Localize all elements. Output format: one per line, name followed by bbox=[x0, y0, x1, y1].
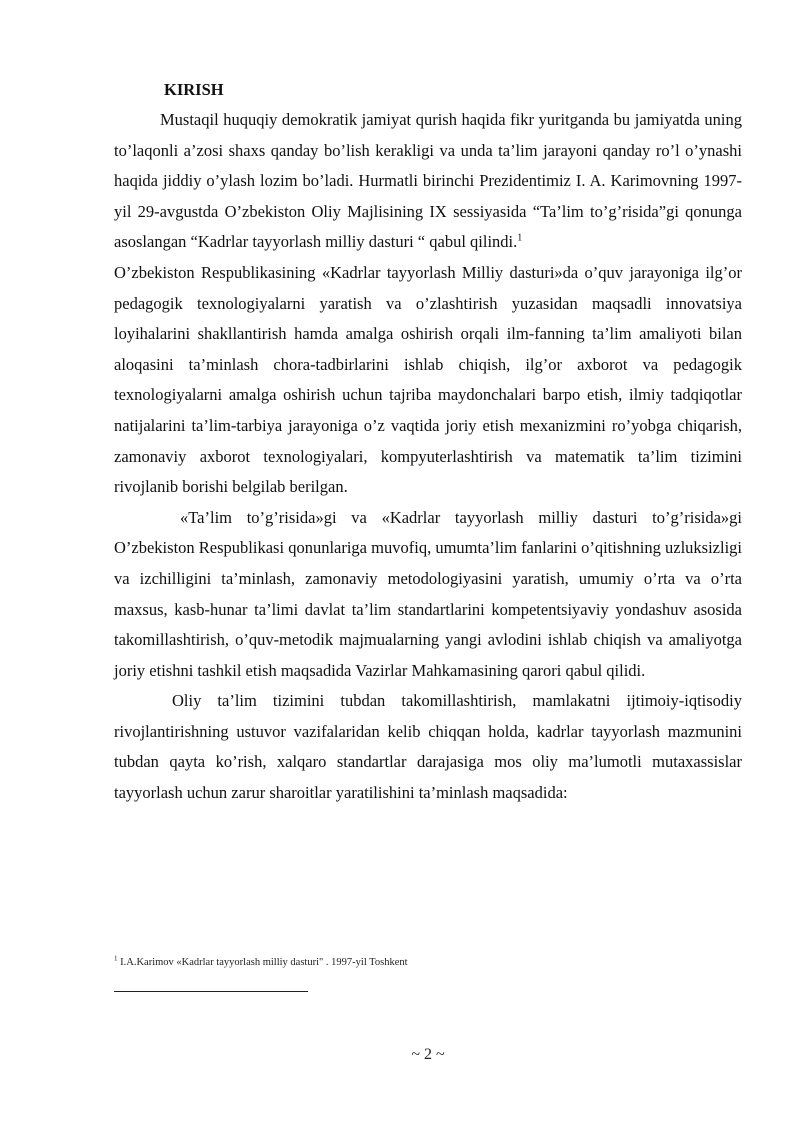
paragraph-1-text: Mustaqil huquqiy demokratik jamiyat qurish haqida fikr yuritganda bu jamiyatda uning to’laqonli a’zosi shaxs qanday bo’lish kerakligi va unda ta’lim jarayoni qanday ro’l o’ynashi haqida jiddiy o’ylash lozim bo’ladi. Hurmatli birinchi Prezidentimiz I. A. Karimovning 1997- yil 29-avgustda O’zbekiston Oliy Majlisining IX sessiyasida “Ta’lim to’g’risida”gi qonunga asoslangan “Kadrlar tayyorlash milliy dasturi “ qabul qilindi. bbox=[114, 110, 742, 252]
paragraph-4: Oliy ta’lim tizimini tubdan takomillashtirish, mamlakatni ijtimoiy-iqtisodiy rivojlantirishning ustuvor vazifalaridan kelib chiqqan holda, kadrlar tayyorlash mazmunini tubdan qayta ko’rish, xalqaro standartlar darajasiga mos oliy ma’lumotli mutaxassislar tayyorlash uchun zarur sharoitlar yaratilishini ta’minlash maqsadida: bbox=[114, 691, 742, 803]
paragraph-1 bbox=[114, 105, 742, 258]
footnote bbox=[114, 954, 408, 968]
section-heading: KIRISH bbox=[164, 80, 224, 99]
footnote-mark: 1 bbox=[114, 954, 118, 963]
footnote-text: I.A.Karimov «Kadrlar tayyorlash milliy dasturi" . 1997-yil Toshkent bbox=[117, 957, 408, 968]
main-text bbox=[114, 74, 742, 809]
page-number: ~ 2 ~ bbox=[411, 1046, 445, 1063]
footnote-separator bbox=[114, 991, 308, 992]
paragraph-3: «Ta’lim to’g’risida»gi va «Kadrlar tayyorlash milliy dasturi to’g’risida»gi O’zbekiston Respublikasi qonunlariga muvofiq, umumta’lim fanlarini o’qitishning uzluksizligi va izchilligini ta’minlash, zamonaviy metodologiyasini yaratish, umumiy o’rta va o’rta maxsus, kasb-hunar ta’limi davlat ta’lim standartlarini kompetentsiyaviy yondashuv asosida takomillashtirish, o’quv-metodik majmualarning yangi avlodini ishlab chiqish va amaliyotga joriy etishni tashkil etish maqsadida Vazirlar Mahkamasining qarori qabul qilidi. bbox=[114, 507, 742, 680]
footnote-reference[interactable]: 1 bbox=[517, 232, 523, 244]
paragraph-2: O’zbekiston Respublikasining «Kadrlar tayyorlash Milliy dasturi»da o’quv jarayoniga ilg’or pedagogik texnologiyalarni yaratish va o’zlashtirish yuzasidan maqsadli innovatsiya loyihalarini shakllantirish hamda amalga oshirish orqali ilm-fanning ta’lim amaliyoti bilan aloqasini ta’minlash chora-tadbirlarini ishlab chiqish, ilg’or axborot va pedagogik texnologiyalarni amalga oshirish uchun tajriba maydonchalari barpo etish, ilmiy tadqiqotlar natijalarini ta’lim-tarbiya jarayoniga o’z vaqtida joriy etish mexanizmini ro’yobga chiqarish, zamonaviy axborot texnologiyalari, kompyuterlashtirish va matematik ta’lim tizimini rivojlanib borishi belgilab berilgan. bbox=[114, 262, 742, 497]
